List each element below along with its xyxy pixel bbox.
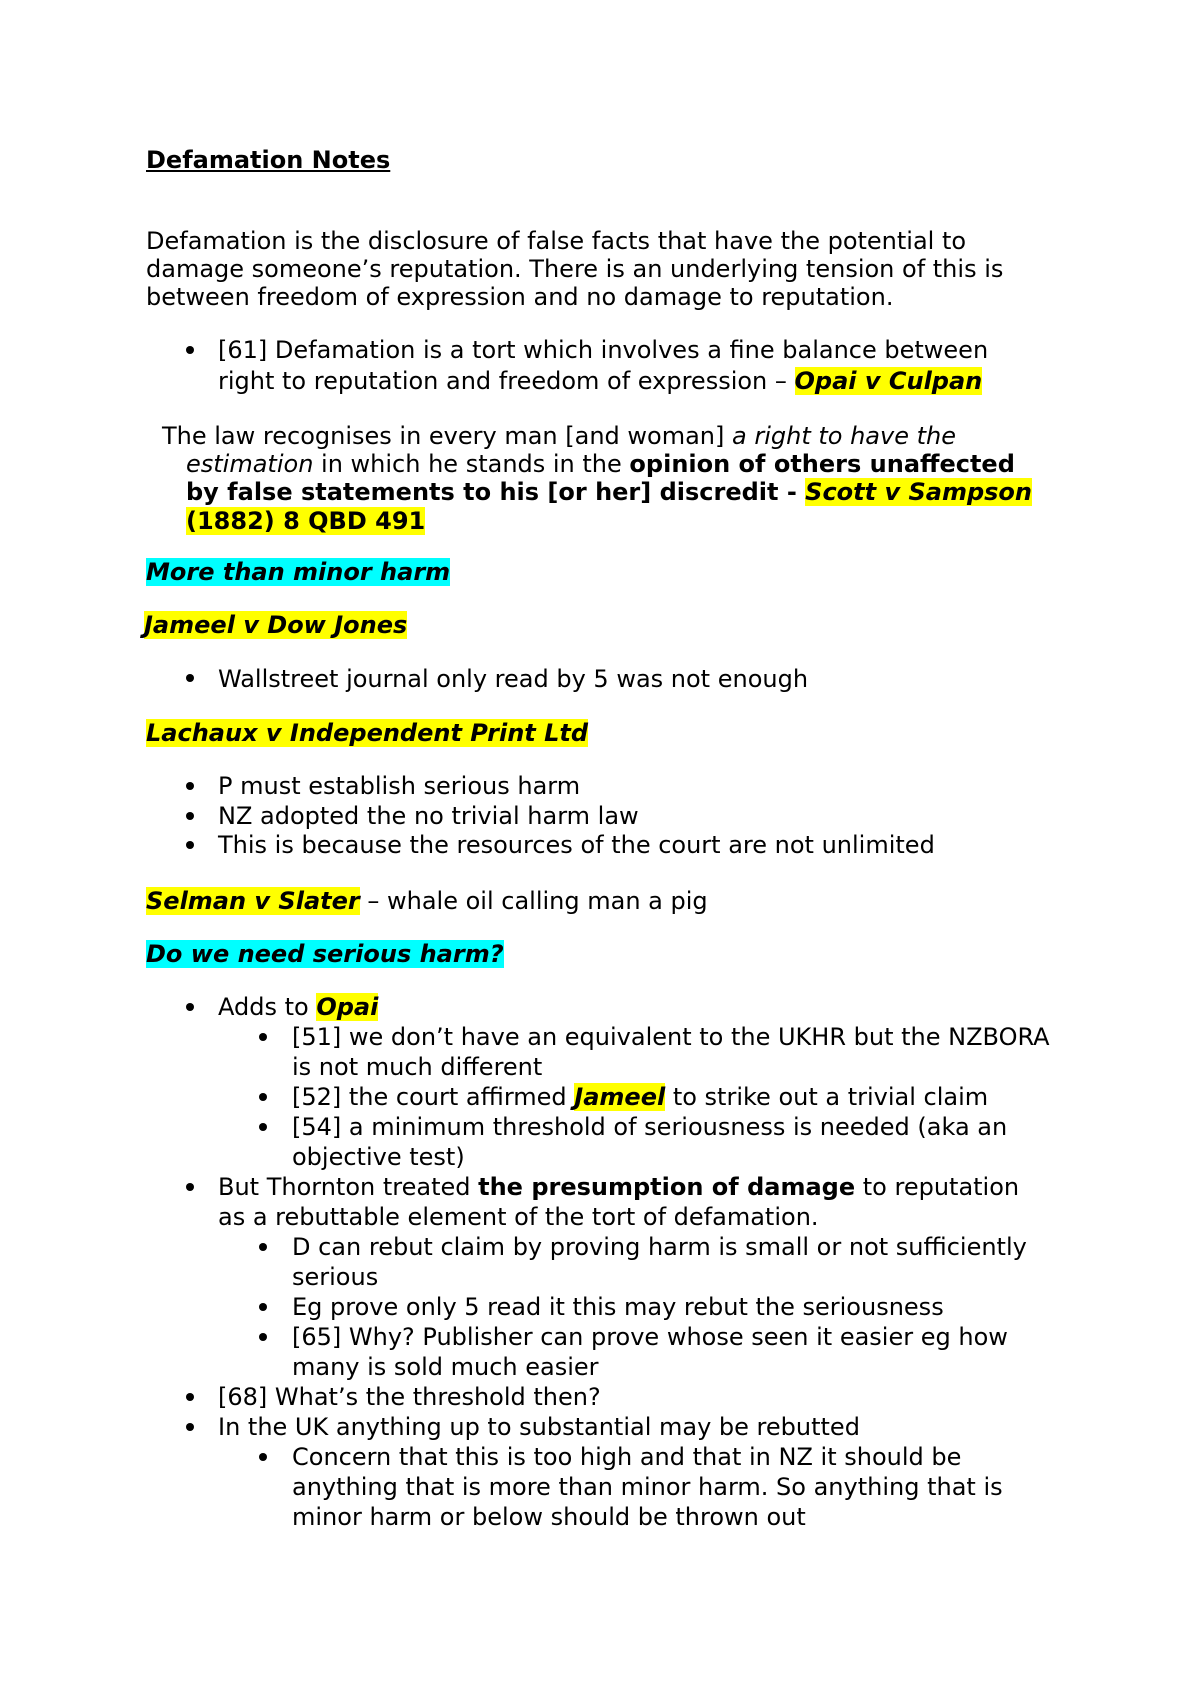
threshold-bullet: [68] What’s the threshold then? [218, 1383, 601, 1411]
lachaux-bullet-2: NZ adopted the no trivial harm law [218, 802, 639, 830]
sub-bullet-51-line-2: is not much different [292, 1053, 543, 1081]
bullet-dot [259, 1033, 267, 1041]
thornton-line-1: But Thornton treated the presumption of damage to reputation [218, 1173, 1020, 1201]
bullet-dot [259, 1093, 267, 1101]
case-scott-sampson: Scott v Sampson [805, 478, 1032, 506]
bullet-dot [186, 1423, 194, 1431]
adds-to-bullet: Adds to Opai [218, 993, 379, 1021]
intro-line-1: Defamation is the disclosure of false facts that have the potential to [146, 227, 967, 255]
case-opai: Opai [316, 993, 379, 1021]
sub-bullet-52: [52] the court affirmed Jameel to strike out a trivial claim [292, 1083, 989, 1111]
sub-bullet-eg: Eg prove only 5 read it this may rebut the seriousness [292, 1293, 944, 1321]
sub-bullet-concern-line-1: Concern that this is too high and that in NZ it should be [292, 1443, 962, 1471]
bullet-dot [259, 1123, 267, 1131]
sub-bullet-65-line-1: [65] Why? Publisher can prove whose seen it easier eg how [292, 1323, 1008, 1351]
intro-line-2: damage someone’s reputation. There is an underlying tension of this is [146, 255, 1004, 283]
case-selman-slater: Selman v Slater [146, 887, 360, 915]
sub-bullet-65-line-2: many is sold much easier [292, 1353, 599, 1381]
sub-bullet-concern-line-3: minor harm or below should be thrown out [292, 1503, 806, 1531]
opai-bullet-line-1: [61] Defamation is a tort which involves a fine balance between [218, 336, 989, 364]
lachaux-bullet-1: P must establish serious harm [218, 772, 581, 800]
jameel-bullet: Wallstreet journal only read by 5 was not enough [218, 665, 809, 693]
bullet-dot [259, 1303, 267, 1311]
bullet-dot [259, 1453, 267, 1461]
page-title: Defamation Notes [146, 146, 391, 174]
sub-bullet-concern-line-2: anything that is more than minor harm. So anything that is [292, 1473, 1003, 1501]
intro-line-3: between freedom of expression and no damage to reputation. [146, 283, 894, 311]
bullet-dot [186, 1003, 194, 1011]
sub-bullet-rebut-line-1: D can rebut claim by proving harm is small or not sufficiently [292, 1233, 1027, 1261]
bullet-dot [259, 1243, 267, 1251]
bullet-dot [186, 841, 194, 849]
case-opai-culpan: Opai v Culpan [794, 367, 983, 395]
sub-bullet-rebut-line-2: serious [292, 1263, 379, 1291]
heading-do-we-need-serious-harm: Do we need serious harm? [146, 940, 504, 968]
bullet-dot [186, 346, 194, 354]
lachaux-bullet-3: This is because the resources of the court are not unlimited [218, 831, 935, 859]
bullet-dot [186, 674, 194, 682]
case-jameel-heading: Jameel v Dow Jones [144, 611, 408, 639]
selman-line: Selman v Slater – whale oil calling man a pig [146, 887, 708, 915]
quote-line-3: by false statements to his [or her] discredit - Scott v Sampson [186, 478, 1032, 506]
bullet-dot [259, 1333, 267, 1341]
case-jameel: Jameel [574, 1083, 666, 1111]
quote-line-2: estimation in which he stands in the opinion of others unaffected [186, 450, 1015, 478]
bullet-dot [186, 812, 194, 820]
uk-bullet: In the UK anything up to substantial may be rebutted [218, 1413, 860, 1441]
opai-bullet-line-2: right to reputation and freedom of expression – Opai v Culpan [218, 367, 983, 395]
quote-line-4 [186, 506, 425, 536]
bullet-dot [186, 1183, 194, 1191]
case-lachaux-heading: Lachaux v Independent Print Ltd [146, 719, 589, 747]
sub-bullet-54-line-2: objective test) [292, 1143, 465, 1171]
thornton-line-2: as a rebuttable element of the tort of defamation. [218, 1203, 819, 1231]
case-citation: (1882) 8 QBD 491 [186, 507, 426, 535]
bullet-dot [186, 1393, 194, 1401]
bullet-dot [186, 782, 194, 790]
heading-more-than-minor-harm: More than minor harm [146, 558, 451, 586]
quote-line-1: The law recognises in every man [and woman] a right to have the [162, 422, 956, 450]
sub-bullet-51-line-1: [51] we don’t have an equivalent to the UKHR but the NZBORA [292, 1023, 1050, 1051]
sub-bullet-54-line-1: [54] a minimum threshold of seriousness is needed (aka an [292, 1113, 1008, 1141]
